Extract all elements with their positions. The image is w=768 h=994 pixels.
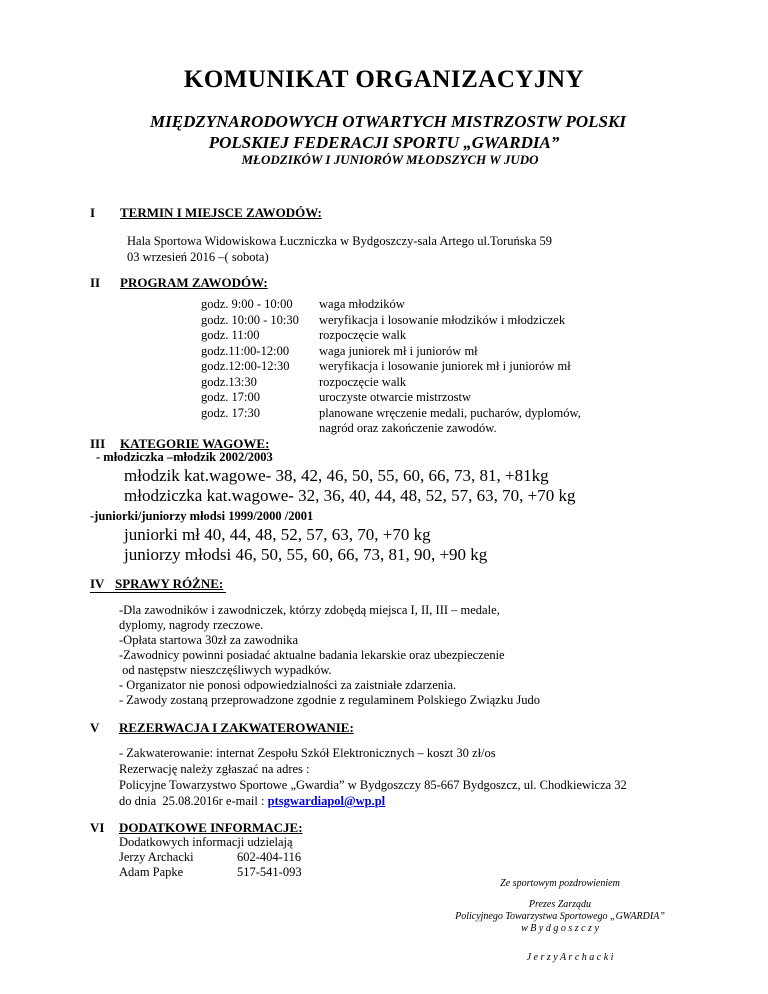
- contacts-intro: Dodatkowych informacji udzielają: [119, 835, 293, 849]
- section-1-venue: Hala Sportowa Widowiskowa Łuczniczka w Bydgoszczy-sala Artego ul.Toruńska 59: [127, 234, 553, 248]
- contact-name: Jerzy Archacki: [119, 850, 194, 864]
- schedule-time: [201, 421, 319, 437]
- schedule-event: waga młodzików: [319, 297, 405, 311]
- accommodation-line: - Zakwaterowanie: internat Zespołu Szkół Elektronicznych – koszt 30 zł/os: [119, 746, 496, 760]
- info-line: od następstw nieszczęśliwych wypadków.: [119, 663, 332, 677]
- category-line: młodzik kat.wagowe- 38, 42, 46, 50, 55, 60, 66, 73, 81, +81kg: [124, 466, 549, 485]
- section-4-number: IV: [90, 576, 105, 591]
- schedule-time: godz.13:30: [201, 374, 257, 389]
- subtitle-line-2: POLSKIEJ FEDERACJI SPORTU „GWARDIA”: [208, 133, 560, 152]
- category-line: juniorki mł 40, 44, 48, 52, 57, 63, 70, +70 kg: [124, 525, 431, 544]
- info-line: - Organizator nie ponosi odpowiedzialności za zaistniałe zdarzenia.: [119, 678, 457, 692]
- schedule-time: godz. 9:00 - 10:00: [201, 297, 293, 311]
- info-line: dyplomy, nagrody rzeczowe.: [119, 618, 264, 632]
- category-group-2: -juniorki/juniorzy młodsi 1999/2000 /2001: [90, 509, 314, 523]
- category-group-1: - młodziczka –młodzik 2002/2003: [96, 450, 273, 464]
- subtitle-line-3: MŁODZIKÓW I JUNIORÓW MŁODSZYCH W JUDO: [241, 152, 539, 167]
- accommodation-line: Policyjne Towarzystwo Sportowe „Gwardia” w Bydgoszczy 85-667 Bydgoszcz, ul. Chodkiewicza 32: [119, 778, 627, 792]
- schedule-row: [201, 344, 581, 360]
- signature-name: J e r z y A r c h a c k i: [526, 952, 614, 963]
- schedule-row: [201, 421, 581, 437]
- section-6-number: VI: [90, 820, 105, 835]
- schedule-event: nagród oraz zakończenie zawodów.: [319, 421, 497, 435]
- section-2-title: PROGRAM ZAWODÓW:: [120, 275, 268, 290]
- section-6-title: DODATKOWE INFORMACJE:: [119, 820, 303, 835]
- section-1-date: 03 wrzesień 2016 –( sobota): [127, 250, 269, 264]
- document-title: KOMUNIKAT ORGANIZACYJNY: [183, 66, 585, 93]
- section-1-title: TERMIN I MIEJSCE ZAWODÓW:: [120, 205, 322, 220]
- section-4-title: SPRAWY RÓŻNE:: [115, 576, 224, 591]
- schedule-row: [201, 375, 581, 391]
- schedule-row: [201, 406, 581, 422]
- section-3-number: III: [90, 436, 106, 451]
- schedule-event: planowane wręczenie medali, pucharów, dyplomów,: [319, 405, 581, 420]
- schedule-row: [201, 390, 581, 406]
- greeting: Ze sportowym pozdrowieniem: [500, 878, 620, 889]
- info-line: -Zawodnicy powinni posiadać aktualne badania lekarskie oraz ubezpieczenie: [119, 648, 505, 662]
- schedule-time: godz. 17:00: [201, 390, 261, 404]
- schedule-row: [201, 297, 581, 313]
- schedule-event: rozpoczęcie walk: [319, 328, 407, 342]
- schedule-row: [201, 313, 581, 329]
- contact-name: Adam Papke: [119, 865, 184, 879]
- schedule-row: [201, 359, 581, 375]
- schedule-event: uroczyste otwarcie mistrzostw: [319, 390, 472, 404]
- section-5-number: V: [90, 720, 100, 735]
- schedule-row: [201, 328, 581, 344]
- schedule-time: godz. 17:30: [201, 405, 261, 420]
- schedule-time: godz. 11:00: [201, 328, 260, 342]
- schedule-event: weryfikacja i losowanie juniorek mł i juniorów mł: [319, 359, 571, 373]
- category-line: juniorzy młodsi 46, 50, 55, 60, 66, 73, 81, 90, +90 kg: [124, 545, 488, 564]
- signature-city: w B y d g o s z c z y: [521, 923, 599, 934]
- signature-role: Prezes Zarządu: [528, 899, 592, 910]
- contact-phone: 602-404-116: [237, 850, 302, 864]
- schedule-time: godz.12:00-12:30: [201, 359, 290, 373]
- section-2-number: II: [90, 275, 101, 290]
- info-line: -Dla zawodników i zawodniczek, którzy zdobędą miejsca I, II, III – medale,: [119, 603, 500, 617]
- subtitle-line-1: MIĘDZYNARODOWYCH OTWARTYCH MISTRZOSTW POLSKI: [150, 112, 626, 131]
- schedule-event: weryfikacja i losowanie młodzików i młodziczek: [319, 312, 566, 327]
- signature-organization: Policyjnego Towarzystwa Sportowego „GWARDIA”: [455, 911, 665, 922]
- accommodation-deadline: [119, 794, 385, 810]
- email-link[interactable]: ptsgwardiapol@wp.pl: [267, 794, 386, 808]
- deadline-text: do dnia 25.08.2016r e-mail :: [119, 794, 268, 808]
- schedule-time: godz.11:00-12:00: [201, 343, 290, 358]
- schedule-event: rozpoczęcie walk: [319, 374, 407, 389]
- info-line: -Opłata startowa 30zł za zawodnika: [119, 633, 299, 647]
- section-4-underline: [90, 592, 226, 593]
- category-line: młodziczka kat.wagowe- 32, 36, 40, 44, 48, 52, 57, 63, 70, +70 kg: [124, 486, 576, 505]
- section-1-number: I: [90, 205, 96, 220]
- schedule-table: [201, 297, 581, 437]
- schedule-event: waga juniorek mł i juniorów mł: [319, 343, 478, 358]
- section-3-title: KATEGORIE WAGOWE:: [120, 436, 270, 451]
- info-line: - Zawody zostaną przeprowadzone zgodnie z regulaminem Polskiego Związku Judo: [119, 693, 541, 707]
- schedule-time: godz. 10:00 - 10:30: [201, 312, 299, 327]
- contact-phone: 517-541-093: [237, 865, 302, 879]
- section-5-title: REZERWACJA I ZAKWATEROWANIE:: [119, 720, 354, 735]
- accommodation-line: Rezerwację należy zgłaszać na adres :: [119, 762, 310, 776]
